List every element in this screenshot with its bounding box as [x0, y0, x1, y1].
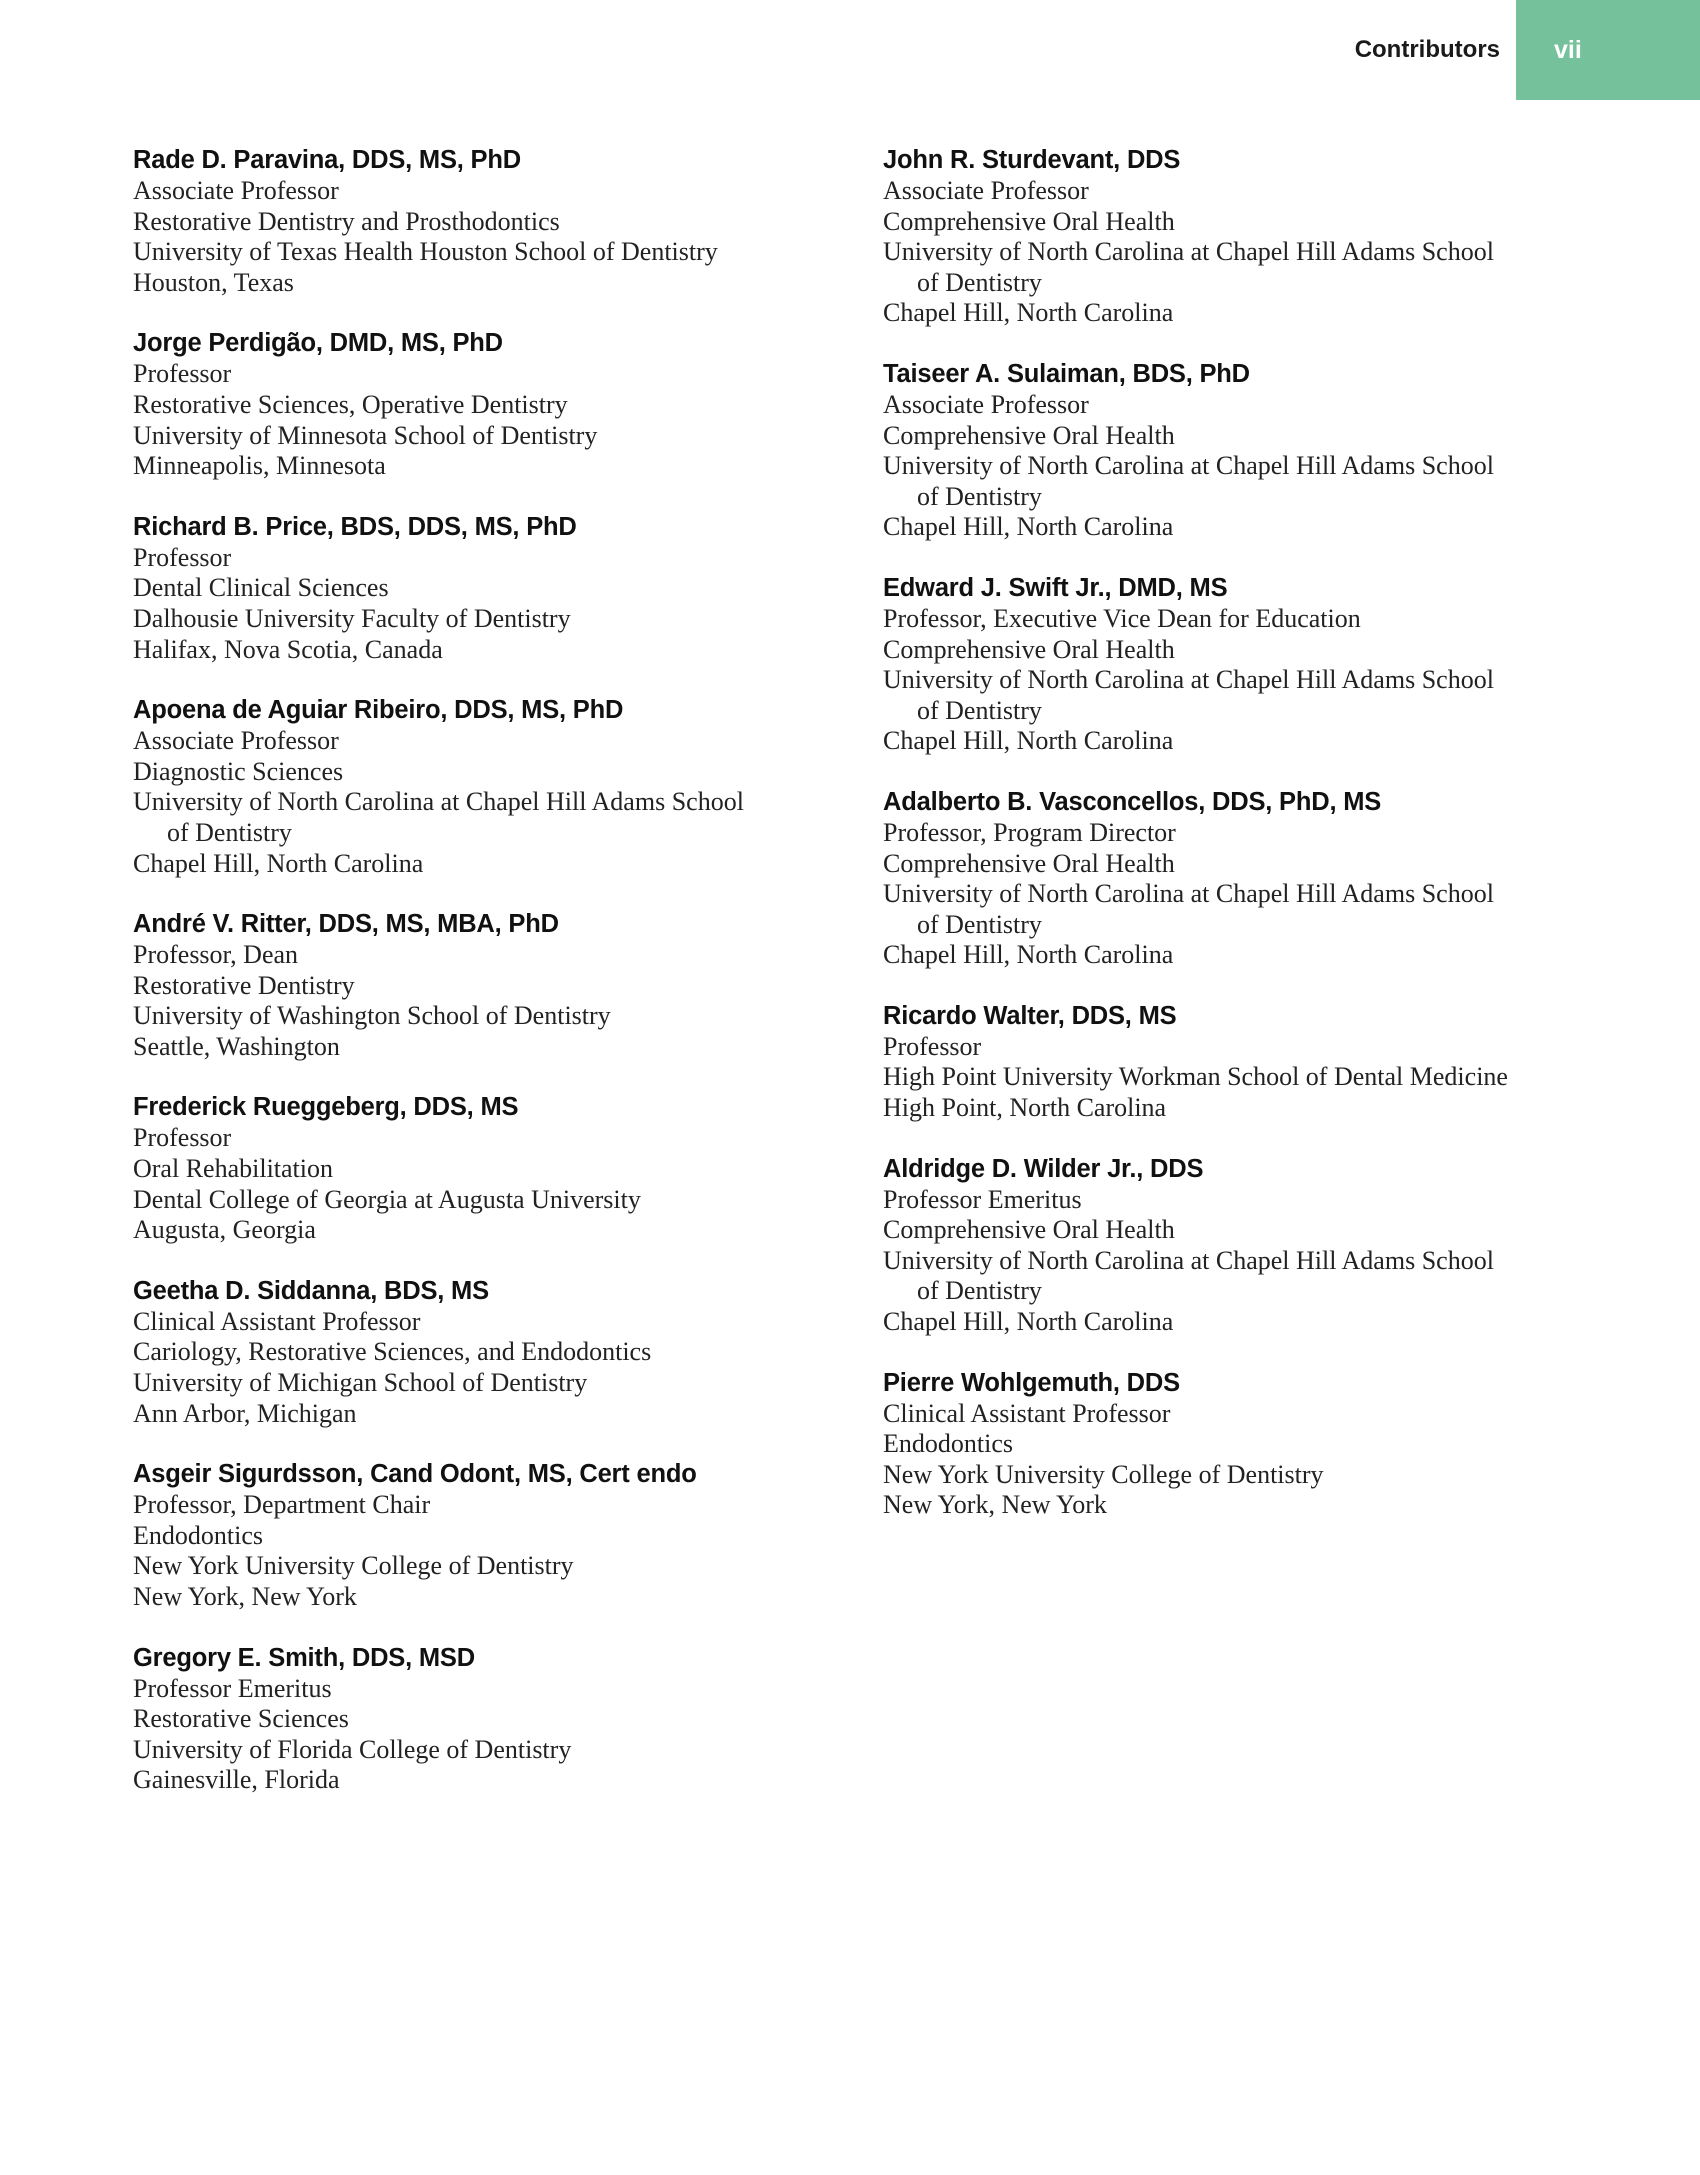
page-number-tab: [1516, 0, 1700, 100]
affiliation-line: Houston, Texas: [133, 267, 294, 297]
contributor-name: Apoena de Aguiar Ribeiro, DDS, MS, PhD: [133, 696, 624, 725]
contributor-entry: [883, 1154, 1603, 1338]
page-number: vii: [1554, 35, 1582, 64]
contributor-entry: [883, 359, 1603, 543]
affiliation-line: Chapel Hill, North Carolina: [133, 848, 424, 878]
affiliation-line: Comprehensive Oral Health: [883, 1215, 1175, 1245]
contributor-entry: [133, 512, 833, 665]
affiliation-line: Endodontics: [133, 1520, 263, 1550]
affiliation-line: University of Washington School of Dentistry: [133, 1001, 611, 1031]
contributor-entry: [133, 1092, 833, 1245]
contributor-entry: [133, 909, 833, 1062]
affiliation-line: University of North Carolina at Chapel Hill Adams School: [133, 787, 744, 817]
affiliation-line: Professor: [133, 359, 232, 389]
affiliation-line: Chapel Hill, North Carolina: [883, 512, 1174, 542]
affiliation-line: Dalhousie University Faculty of Dentistry: [133, 603, 571, 633]
affiliation-line: University of North Carolina at Chapel Hill Adams School: [883, 665, 1494, 695]
contributor-name: Asgeir Sigurdsson, Cand Odont, MS, Cert endo: [133, 1460, 697, 1489]
contributor-entry: [133, 1459, 833, 1612]
contributor-entry: [883, 145, 1603, 329]
affiliation-line: Clinical Assistant Professor: [883, 1398, 1171, 1428]
affiliation-line: Professor: [883, 1031, 982, 1061]
contributor-name: John R. Sturdevant, DDS: [883, 146, 1181, 174]
affiliation-line: Chapel Hill, North Carolina: [883, 1307, 1174, 1337]
contributor-entry: [133, 1643, 833, 1796]
affiliation-line: Professor Emeritus: [133, 1673, 332, 1703]
affiliation-line: Chapel Hill, North Carolina: [883, 298, 1174, 328]
affiliation-line: Comprehensive Oral Health: [883, 848, 1175, 878]
affiliation-line: Comprehensive Oral Health: [883, 634, 1175, 664]
affiliation-line: Professor: [133, 1123, 232, 1153]
affiliation-line: Comprehensive Oral Health: [883, 420, 1175, 450]
affiliation-line: Restorative Dentistry: [133, 970, 355, 1000]
contributor-name: Gregory E. Smith, DDS, MSD: [133, 1643, 475, 1672]
page-header: [1355, 0, 1700, 100]
affiliation-line-continued: of Dentistry: [917, 267, 1042, 297]
affiliation-line: High Point, North Carolina: [883, 1093, 1167, 1123]
affiliation-line: New York, New York: [883, 1490, 1107, 1520]
affiliation-line: Seattle, Washington: [133, 1031, 340, 1061]
affiliation-line: Endodontics: [883, 1429, 1013, 1459]
affiliation-line: Professor, Executive Vice Dean for Education: [883, 603, 1361, 633]
contributor-entry: [133, 328, 833, 481]
affiliation-line-continued: of Dentistry: [917, 909, 1042, 939]
affiliation-line: Professor, Department Chair: [133, 1490, 431, 1520]
contributor-entry: [883, 1001, 1603, 1124]
affiliation-line: Professor: [133, 542, 232, 572]
affiliation-line: Restorative Sciences, Operative Dentistry: [133, 389, 568, 419]
contributor-entry: [133, 1276, 833, 1429]
contributor-entry: [133, 695, 833, 879]
affiliation-line: High Point University Workman School of Dental Medicine: [883, 1062, 1508, 1092]
contributor-entry: [883, 1368, 1603, 1521]
affiliation-line: New York University College of Dentistry: [133, 1551, 574, 1581]
contributor-name: Jorge Perdigão, DMD, MS, PhD: [133, 329, 503, 358]
contributor-name: Taiseer A. Sulaiman, BDS, PhD: [883, 359, 1250, 388]
affiliation-line: Professor, Program Director: [883, 817, 1176, 847]
affiliation-line: Chapel Hill, North Carolina: [883, 726, 1174, 756]
contributor-name: Frederick Rueggeberg, DDS, MS: [133, 1093, 519, 1122]
affiliation-line: Associate Professor: [133, 176, 339, 205]
affiliation-line: University of North Carolina at Chapel Hill Adams School: [883, 1245, 1494, 1275]
affiliation-line: Professor Emeritus: [883, 1184, 1082, 1214]
affiliation-line: University of Texas Health Houston School of Dentistry: [133, 237, 718, 267]
affiliation-line-continued: of Dentistry: [917, 481, 1042, 511]
affiliation-line: University of North Carolina at Chapel Hill Adams School: [883, 879, 1494, 909]
contributor-entry: [883, 573, 1603, 757]
affiliation-line: Restorative Sciences: [133, 1704, 349, 1734]
contributor-name: Geetha D. Siddanna, BDS, MS: [133, 1276, 489, 1305]
running-header-title: Contributors: [1354, 36, 1500, 63]
contributor-name: Ricardo Walter, DDS, MS: [883, 1001, 1177, 1030]
affiliation-line-continued: of Dentistry: [917, 695, 1042, 725]
affiliation-line: Associate Professor: [133, 726, 339, 756]
contributor-name: André V. Ritter, DDS, MS, MBA, PhD: [133, 910, 559, 939]
affiliation-line: Minneapolis, Minnesota: [133, 451, 386, 481]
contributor-name: Edward J. Swift Jr., DMD, MS: [883, 573, 1228, 602]
affiliation-line: Halifax, Nova Scotia, Canada: [133, 634, 443, 664]
affiliation-line: Dental Clinical Sciences: [133, 573, 389, 603]
contributor-name: Aldridge D. Wilder Jr., DDS: [883, 1154, 1204, 1183]
contributor-entry: [133, 145, 833, 298]
affiliation-line: University of North Carolina at Chapel Hill Adams School: [883, 237, 1494, 267]
affiliation-line-continued: of Dentistry: [917, 1276, 1042, 1306]
affiliation-line: University of Florida College of Dentistry: [133, 1734, 572, 1764]
contributor-name: Adalberto B. Vasconcellos, DDS, PhD, MS: [883, 787, 1382, 816]
affiliation-line: Comprehensive Oral Health: [883, 206, 1175, 236]
affiliation-line: Cariology, Restorative Sciences, and Endodontics: [133, 1337, 652, 1367]
affiliation-line: Augusta, Georgia: [133, 1215, 316, 1245]
contributor-entry: [883, 787, 1603, 971]
contributor-name: Pierre Wohlgemuth, DDS: [883, 1368, 1180, 1397]
affiliation-line: Chapel Hill, North Carolina: [883, 940, 1174, 970]
contributor-name: Richard B. Price, BDS, DDS, MS, PhD: [133, 512, 577, 541]
affiliation-line: Ann Arbor, Michigan: [133, 1398, 357, 1428]
affiliation-line: Oral Rehabilitation: [133, 1154, 334, 1184]
affiliation-line: Associate Professor: [883, 176, 1089, 205]
affiliation-line: Diagnostic Sciences: [133, 756, 344, 786]
affiliation-line: Dental College of Georgia at Augusta University: [133, 1184, 641, 1214]
affiliation-line: University of North Carolina at Chapel Hill Adams School: [883, 451, 1494, 481]
affiliation-line-continued: of Dentistry: [167, 817, 292, 847]
affiliation-line: University of Michigan School of Dentistry: [133, 1368, 588, 1398]
affiliation-line: Associate Professor: [883, 389, 1089, 419]
affiliation-line: New York, New York: [133, 1582, 357, 1611]
contributor-name: Rade D. Paravina, DDS, MS, PhD: [133, 146, 521, 174]
contributors-right-column: [883, 145, 1603, 1551]
affiliation-line: Clinical Assistant Professor: [133, 1306, 421, 1336]
contributors-left-column: [133, 145, 833, 1826]
affiliation-line: Gainesville, Florida: [133, 1765, 340, 1795]
affiliation-line: Restorative Dentistry and Prosthodontics: [133, 206, 560, 236]
affiliation-line: New York University College of Dentistry: [883, 1459, 1324, 1489]
affiliation-line: University of Minnesota School of Dentistry: [133, 420, 598, 450]
affiliation-line: Professor, Dean: [133, 940, 299, 970]
